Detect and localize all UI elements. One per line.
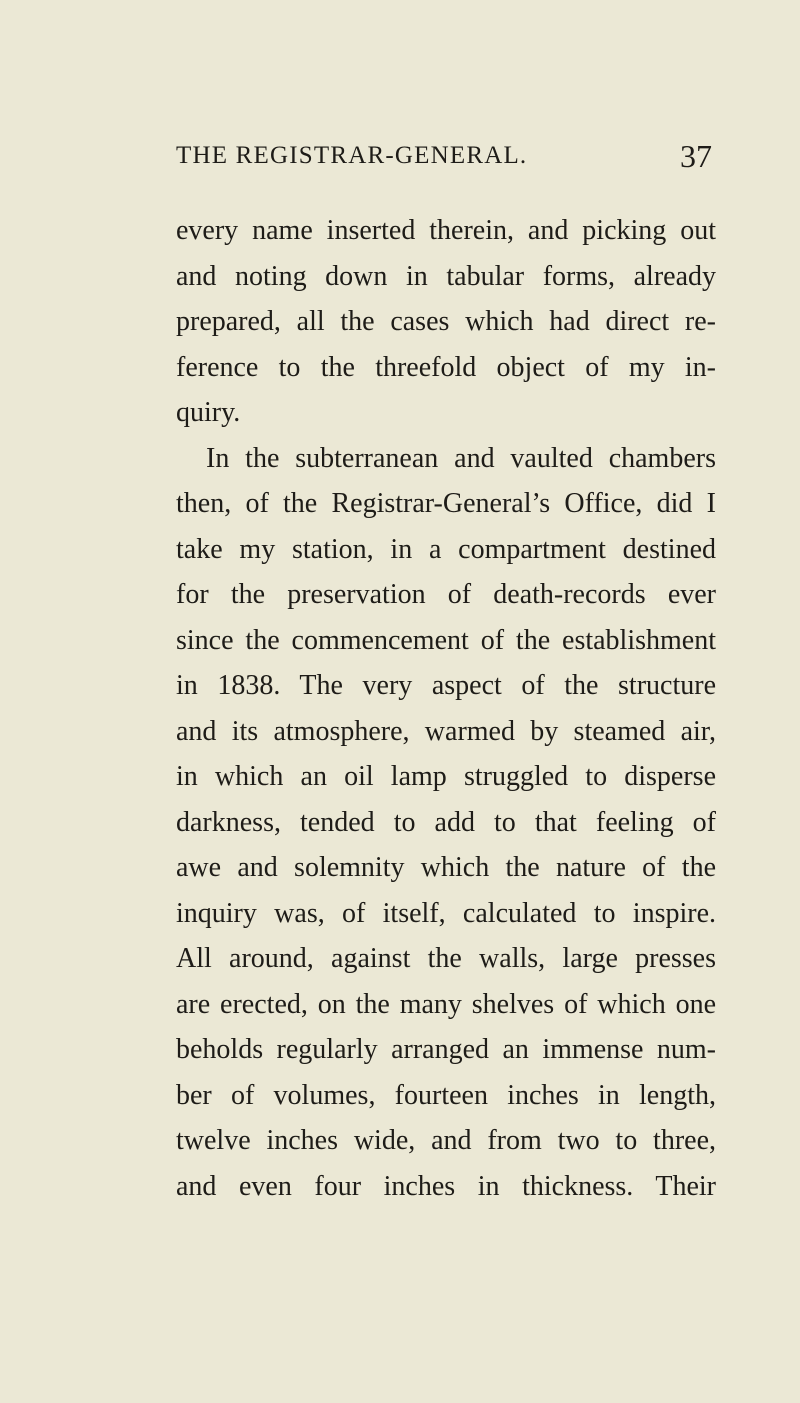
text-line: every name inserted therein, and picking out xyxy=(176,215,716,246)
body-text xyxy=(176,208,716,1209)
text-line: since the commencement of the establishment xyxy=(176,624,716,656)
text-line: and noting down in tabular forms, already xyxy=(176,260,716,292)
text-line: in 1838. The very aspect of the structure xyxy=(176,670,716,701)
text-line: are erected, on the many shelves of which one xyxy=(176,988,716,1020)
text-line: In the subterranean and vaulted chambers xyxy=(206,442,716,474)
text-line: quiry. xyxy=(176,397,241,428)
text-line: then, of the Registrar-General’s Office, did I xyxy=(176,488,716,519)
text-line: ber of volumes, fourteen inches in length, xyxy=(176,1079,716,1111)
text-line: and even four inches in thickness. Their xyxy=(176,1170,716,1202)
running-head xyxy=(176,138,712,182)
text-line: twelve inches wide, and from two to three, xyxy=(176,1125,716,1156)
text-line: prepared, all the cases which had direct re- xyxy=(176,306,716,337)
text-line: and its atmosphere, warmed by steamed air, xyxy=(176,715,716,747)
page-number: 37 xyxy=(680,138,712,174)
text-line: awe and solemnity which the nature of the xyxy=(176,852,716,883)
running-title: THE REGISTRAR-GENERAL. xyxy=(176,142,528,169)
text-line: take my station, in a compartment destined xyxy=(176,533,716,565)
text-line: for the preservation of death-records ever xyxy=(176,579,716,610)
text-line: inquiry was, of itself, calculated to inspire. xyxy=(176,897,716,929)
text-line: darkness, tended to add to that feeling of xyxy=(176,806,716,838)
text-line: beholds regularly arranged an immense num- xyxy=(176,1034,716,1065)
text-line: in which an oil lamp struggled to disperse xyxy=(176,761,716,792)
text-line: All around, against the walls, large presses xyxy=(176,943,716,974)
text-line: ference to the threefold object of my in- xyxy=(176,351,716,383)
